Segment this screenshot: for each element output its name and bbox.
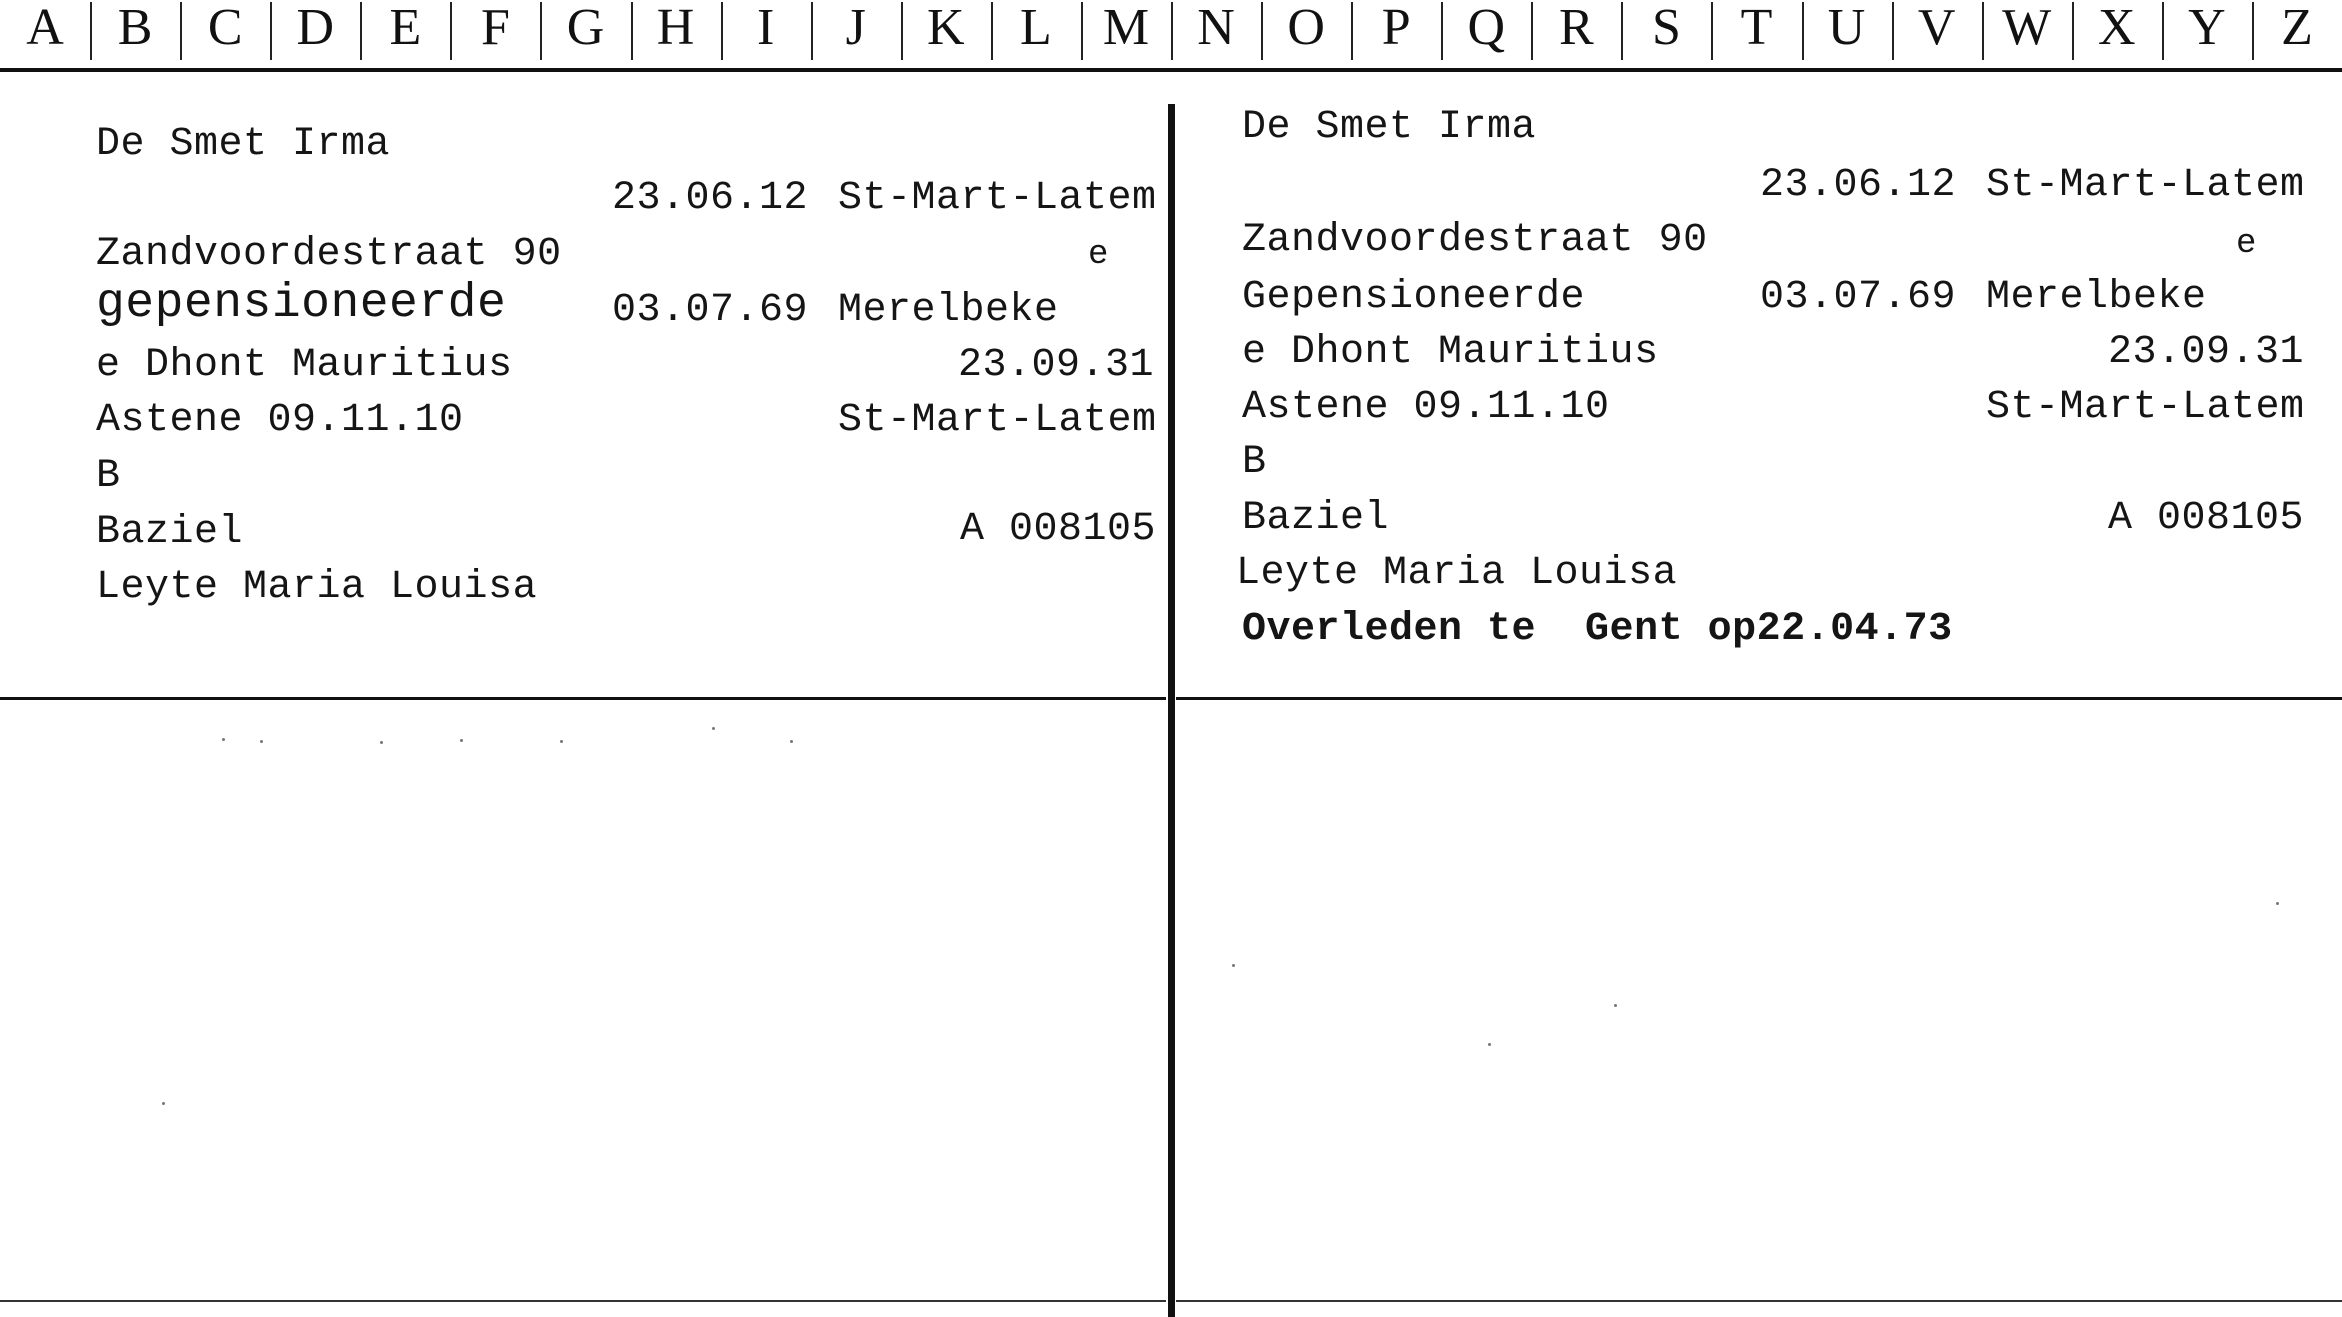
alphabet-index-strip — [0, 0, 2342, 72]
alphabet-letter-g: G — [566, 0, 605, 56]
scan-speck — [1488, 1043, 1491, 1046]
card-left-spouse: e Dhont Mauritius — [96, 343, 513, 388]
alphabet-separator — [180, 2, 182, 60]
alphabet-separator — [1711, 2, 1713, 60]
scan-speck — [1614, 1004, 1617, 1007]
scan-speck — [790, 740, 793, 743]
alphabet-letter-w: W — [2002, 0, 2052, 56]
alphabet-separator — [811, 2, 813, 60]
card-right-file-number: A 008105 — [2108, 496, 2305, 541]
alphabet-letter-i: I — [756, 0, 775, 56]
card-left-birth-place: St-Mart-Latem — [838, 176, 1157, 221]
alphabet-separator — [2252, 2, 2254, 60]
alphabet-separator — [1892, 2, 1894, 60]
card-right-father: Baziel — [1242, 496, 1390, 541]
card-right-category: B — [1242, 440, 1267, 485]
alphabet-letter-t: T — [1740, 0, 1773, 56]
card-left-bottom-rule — [0, 1300, 1166, 1302]
alphabet-letter-v: V — [1917, 0, 1956, 56]
card-right-death-note: Overleden te Gent op22.04.73 — [1242, 607, 1953, 652]
card-left-occupation: gepensioneerde — [96, 277, 507, 331]
alphabet-letter-f: F — [480, 0, 510, 56]
alphabet-separator — [631, 2, 633, 60]
scan-speck — [260, 740, 263, 743]
alphabet-letter-b: B — [117, 0, 153, 56]
card-left-category: B — [96, 454, 121, 499]
card-right-spouse-origin: Astene 09.11.10 — [1242, 385, 1610, 430]
scan-speck — [560, 740, 563, 743]
card-left-address: Zandvoordestraat 90 — [96, 232, 562, 277]
alphabet-separator — [1351, 2, 1353, 60]
alphabet-letter-o: O — [1287, 0, 1325, 56]
alphabet-separator — [1982, 2, 1984, 60]
alphabet-letter-k: K — [927, 0, 965, 56]
card-right-superscript-mark: e — [2236, 225, 2257, 263]
alphabet-separator — [90, 2, 92, 60]
card-right-marriage-date: 23.09.31 — [2108, 330, 2305, 375]
card-right-section-rule — [1176, 697, 2342, 700]
alphabet-letter-s: S — [1651, 0, 1681, 56]
card-right-registration-date: 03.07.69 — [1760, 275, 1957, 320]
alphabet-separator — [1261, 2, 1263, 60]
alphabet-letter-e: E — [389, 0, 422, 56]
alphabet-letter-h: H — [656, 0, 695, 56]
card-right-mother: Leyte Maria Louisa — [1236, 551, 1678, 596]
card-left-mother: Leyte Maria Louisa — [96, 565, 538, 610]
alphabet-separator — [991, 2, 993, 60]
card-left-marriage-date: 23.09.31 — [958, 343, 1155, 388]
alphabet-separator — [270, 2, 272, 60]
scan-speck — [460, 739, 463, 742]
card-right-marriage-place: St-Mart-Latem — [1986, 385, 2305, 430]
scan-speck — [2276, 902, 2279, 905]
card-right-address: Zandvoordestraat 90 — [1242, 218, 1708, 263]
card-left-spouse-origin: Astene 09.11.10 — [96, 398, 464, 443]
alphabet-letter-p: P — [1381, 0, 1411, 56]
alphabet-separator — [540, 2, 542, 60]
alphabet-letter-j: J — [845, 0, 866, 56]
card-right-occupation: Gepensioneerde — [1242, 275, 1586, 320]
alphabet-separator — [450, 2, 452, 60]
alphabet-letter-n: N — [1197, 0, 1235, 56]
card-right-name: De Smet Irma — [1242, 105, 1537, 150]
card-left-registration-date: 03.07.69 — [612, 288, 809, 333]
alphabet-letter-c: C — [207, 0, 243, 56]
alphabet-letter-q: Q — [1467, 0, 1506, 56]
scan-speck — [712, 727, 715, 730]
alphabet-separator — [360, 2, 362, 60]
scan-speck — [380, 741, 383, 744]
alphabet-separator — [1081, 2, 1083, 60]
alphabet-separator — [901, 2, 903, 60]
alphabet-letter-u: U — [1827, 0, 1866, 56]
card-left-superscript-mark: e — [1088, 236, 1109, 274]
alphabet-separator — [1621, 2, 1623, 60]
alphabet-separator — [1171, 2, 1173, 60]
card-left-section-rule — [0, 697, 1166, 700]
card-right-registration-place: Merelbeke — [1986, 275, 2207, 320]
alphabet-letter-y: Y — [2188, 0, 2226, 56]
alphabet-letter-x: X — [2098, 0, 2136, 56]
card-left-father: Baziel — [96, 510, 244, 555]
card-left-birth-date: 23.06.12 — [612, 176, 809, 221]
scan-speck — [162, 1102, 165, 1105]
card-left-marriage-place: St-Mart-Latem — [838, 398, 1157, 443]
alphabet-letter-a: A — [26, 0, 64, 56]
card-left-file-number: A 008105 — [960, 507, 1157, 552]
alphabet-separator — [721, 2, 723, 60]
alphabet-letter-l: L — [1019, 0, 1052, 56]
card-right-birth-place: St-Mart-Latem — [1986, 163, 2305, 208]
alphabet-letter-r: R — [1558, 0, 1594, 56]
scan-speck — [1232, 964, 1235, 967]
alphabet-letter-m: M — [1102, 0, 1150, 56]
card-left-name: De Smet Irma — [96, 122, 391, 167]
alphabet-separator — [1802, 2, 1804, 60]
card-right-bottom-rule — [1176, 1300, 2342, 1302]
card-right-spouse: e Dhont Mauritius — [1242, 330, 1659, 375]
alphabet-separator — [2162, 2, 2164, 60]
alphabet-separator — [1531, 2, 1533, 60]
card-right-birth-date: 23.06.12 — [1760, 163, 1957, 208]
alphabet-separator — [2072, 2, 2074, 60]
card-left-registration-place: Merelbeke — [838, 288, 1059, 333]
alphabet-separator — [1441, 2, 1443, 60]
card-divider — [1168, 104, 1175, 1317]
alphabet-letter-d: D — [296, 0, 335, 56]
scan-speck — [222, 738, 225, 741]
alphabet-letter-z: Z — [2281, 0, 2313, 56]
